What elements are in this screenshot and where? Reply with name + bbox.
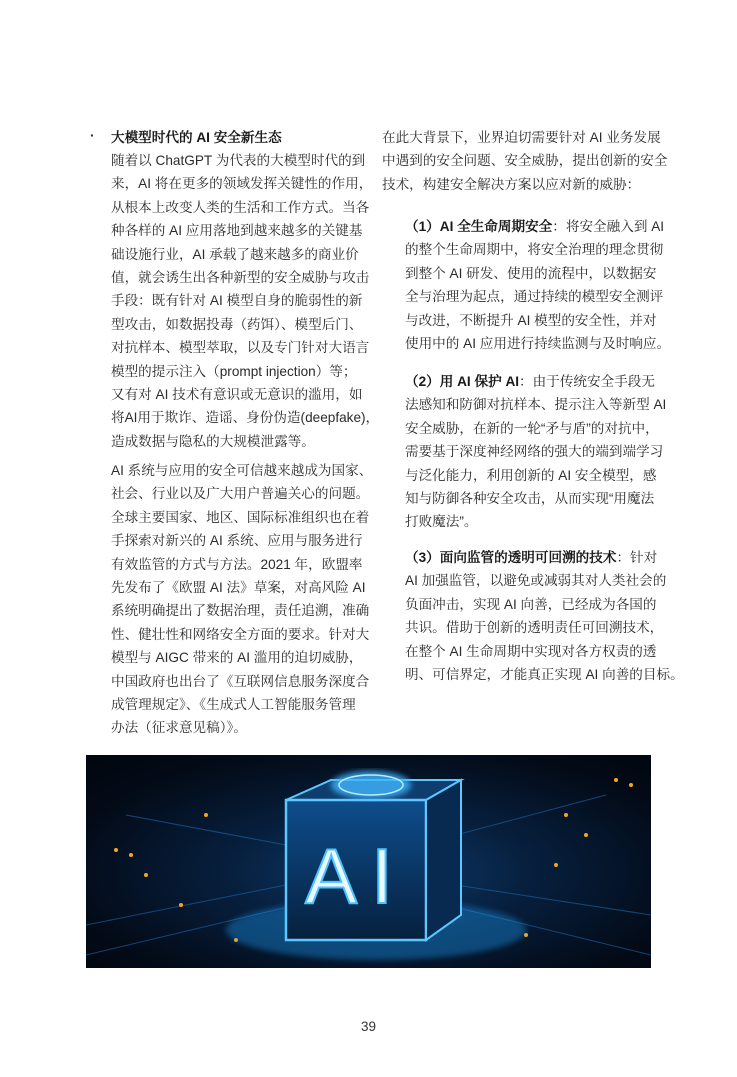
text-line: 技术，构建安全解决方案以应对新的威胁： — [382, 176, 641, 192]
item-title: （3）面向监管的透明可回溯的技术 — [405, 550, 617, 565]
text-line: 有效监管的方式与方法。2021 年，欧盟率 — [111, 556, 363, 572]
text-line: 的整个生命周期中，将安全治理的理念贯彻 — [405, 242, 664, 258]
text-line: 值，就会诱生出各种新型的安全威胁与攻击 — [111, 269, 370, 285]
item-title: （2）用 AI 保护 AI — [405, 374, 520, 389]
text-line: 到整个 AI 研发、使用的流程中，以数据安 — [405, 265, 657, 281]
bullet: · — [90, 127, 95, 143]
item-first-line — [405, 215, 670, 238]
text-line: 使用中的 AI 应用进行持续监测与及时响应。 — [405, 335, 671, 351]
text-line: 与泛化能力，利用创新的 AI 安全模型，感 — [405, 467, 657, 483]
text-line: 与改进，不断提升 AI 模型的安全性，并对 — [405, 312, 657, 328]
text-line: 负面冲击，实现 AI 向善，已经成为各国的 — [405, 596, 657, 612]
text-line: 在此大背景下，业界迫切需要针对 AI 业务发展 — [382, 130, 661, 145]
text-line: 共识。借助于创新的透明责任可回溯技术， — [405, 620, 664, 636]
text-line: 将AI用于欺诈、造谣、身份伪造(deepfake)， — [111, 410, 380, 426]
text-line: 模型与 AIGC 带来的 AI 滥用的迫切威胁， — [111, 650, 363, 666]
left-paragraph-1 — [111, 149, 379, 453]
ai-cube-graphic — [86, 755, 651, 968]
right-item-3 — [405, 546, 684, 686]
item-title: （1）AI 全生命周期安全 — [405, 219, 553, 234]
text-line: 系统明确提出了数据治理，责任追溯，准确 — [111, 603, 370, 619]
text-line: AI 系统与应用的安全可信越来越成为国家、 — [111, 463, 373, 478]
item-text: ：针对 — [616, 550, 658, 565]
text-line: 来，AI 将在更多的领域发挥关键性的作用， — [111, 176, 373, 192]
text-line: 知与防御各种安全攻击，从而实现“用魔法 — [405, 490, 655, 506]
text-line: 础设施行业，AI 承载了越来越多的商业价 — [111, 246, 359, 262]
cube-label: AI — [305, 832, 407, 920]
section-heading: 大模型时代的 AI 安全新生态 — [111, 130, 282, 145]
item-text: ：将安全融入到 AI — [552, 219, 665, 234]
text-line: 安全威胁，在新的一轮“矛与盾”的对抗中， — [405, 420, 659, 436]
text-line: 法感知和防御对抗样本、提示注入等新型 AI — [405, 397, 667, 413]
text-line: 从根本上改变人类的生活和工作方式。当各 — [111, 199, 370, 215]
text-line: 种各样的 AI 应用落地到越来越多的关键基 — [111, 223, 363, 239]
text-line: 全与治理为起点，通过持续的模型安全测评 — [405, 289, 664, 305]
text-line: 办法（征求意见稿）》。 — [111, 720, 247, 736]
text-line: 手段：既有针对 AI 模型自身的脆弱性的新 — [111, 293, 363, 309]
ai-chip-illustration — [86, 755, 651, 968]
text-line: 明、可信界定，才能真正实现 AI 向善的目标。 — [405, 666, 684, 682]
text-line: 先发布了《欧盟 AI 法》草案，对高风险 AI — [111, 579, 366, 595]
text-line: 造成数据与隐私的大规模泄露等。 — [111, 433, 315, 449]
page-number: 39 — [360, 1019, 377, 1034]
right-item-2 — [405, 370, 666, 534]
text-line: 手探索对新兴的 AI 系统、应用与服务进行 — [111, 533, 363, 549]
text-line: 需要基于深度神经网络的强大的端到端学习 — [405, 444, 664, 460]
item-first-line — [405, 370, 666, 393]
text-line: 型攻击，如数据投毒（药饵）、模型后门、 — [111, 316, 363, 332]
right-item-1 — [405, 215, 670, 355]
text-line: 全球主要国家、地区、国际标准组织也在着 — [111, 509, 370, 525]
left-paragraph-2 — [111, 459, 372, 740]
item-first-line — [405, 546, 684, 569]
text-line: 中国政府也出台了《互联网信息服务深度合 — [111, 673, 370, 689]
text-line: 中遇到的安全问题、安全威胁，提出创新的安全 — [382, 153, 668, 169]
text-line: 成管理规定》、《生成式人工智能服务管理 — [111, 696, 356, 712]
text-line: 打败魔法”。 — [405, 514, 478, 530]
text-line: 社会、行业以及广大用户普遍关心的问题。 — [111, 486, 370, 502]
text-line: 又有对 AI 技术有意识或无意识的滥用，如 — [111, 386, 363, 402]
text-line: AI 加强监管，以避免或减弱其对人类社会的 — [405, 573, 667, 589]
right-intro-paragraph — [382, 126, 667, 196]
text-line: 在整个 AI 生命周期中实现对各方权责的透 — [405, 643, 657, 659]
text-line: 性、健壮性和网络安全方面的要求。针对大 — [111, 626, 370, 642]
item-text: ：由于传统安全手段无 — [519, 374, 655, 389]
text-line: 对抗样本、模型萃取，以及专门针对大语言 — [111, 340, 370, 356]
text-line: 随着以 ChatGPT 为代表的大模型时代的到 — [111, 153, 366, 168]
text-line: 模型的提示注入（prompt injection）等； — [111, 363, 357, 379]
